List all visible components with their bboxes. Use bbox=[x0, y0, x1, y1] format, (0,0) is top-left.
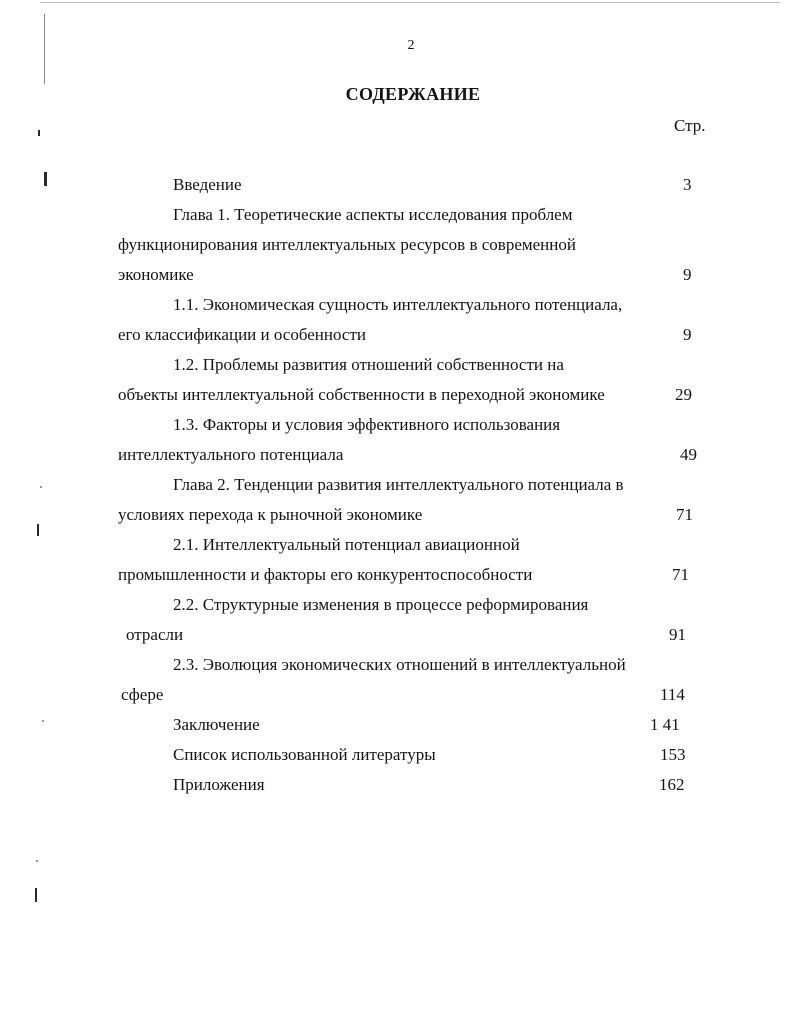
table-of-contents bbox=[118, 170, 698, 800]
toc-entry-page: 162 bbox=[659, 775, 685, 794]
toc-entry-text: промышленности и факторы его конкурентоспособности bbox=[118, 565, 533, 584]
toc-entry-section-2-3 bbox=[118, 650, 698, 680]
toc-entry-section-2-3-cont bbox=[118, 680, 698, 710]
toc-entry-page: 9 bbox=[683, 325, 692, 344]
toc-entry-text: экономике bbox=[118, 265, 194, 284]
toc-entry-chapter-2 bbox=[118, 470, 698, 500]
toc-entry-section-2-2-cont bbox=[118, 620, 698, 650]
toc-entry-text: Введение bbox=[173, 175, 242, 194]
page-title: СОДЕРЖАНИЕ bbox=[345, 84, 481, 104]
scan-dot bbox=[40, 486, 42, 488]
scan-mark bbox=[38, 130, 40, 136]
toc-entry-conclusion bbox=[118, 710, 698, 740]
toc-entry-text: Заключение bbox=[173, 715, 260, 734]
page-number: 2 bbox=[407, 38, 415, 53]
toc-entry-page: 29 bbox=[675, 385, 692, 404]
toc-entry-text: условиях перехода к рыночной экономике bbox=[118, 505, 423, 524]
toc-entry-text: интеллектуального потенциала bbox=[118, 445, 344, 464]
scan-mark bbox=[37, 524, 39, 536]
toc-entry-page: 1 41 bbox=[650, 715, 680, 734]
toc-entry-text: 1.1. Экономическая сущность интеллектуального потенциала, bbox=[173, 295, 623, 314]
toc-entry-chapter-1-cont bbox=[118, 230, 698, 260]
toc-entry-text: его классификации и особенности bbox=[118, 325, 367, 344]
scan-edge-line bbox=[40, 2, 780, 3]
scan-mark bbox=[35, 888, 37, 902]
toc-entry-page: 153 bbox=[660, 745, 686, 764]
toc-entry-introduction bbox=[118, 170, 698, 200]
toc-entry-section-1-2 bbox=[118, 350, 698, 380]
toc-entry-text: сфере bbox=[121, 685, 164, 704]
toc-entry-text: Глава 2. Тенденции развития интеллектуального потенциала в bbox=[173, 475, 624, 494]
toc-entry-page: 71 bbox=[672, 565, 689, 584]
scan-dot bbox=[36, 860, 38, 862]
toc-entry-page: 9 bbox=[683, 265, 692, 284]
toc-entry-chapter-1 bbox=[118, 200, 698, 230]
toc-entry-text: объекты интеллектуальной собственности в переходной экономике bbox=[118, 385, 605, 404]
toc-entry-section-1-1 bbox=[118, 290, 698, 320]
toc-entry-page: 91 bbox=[669, 625, 686, 644]
toc-entry-chapter-2-cont bbox=[118, 500, 698, 530]
scan-mark bbox=[44, 172, 47, 186]
toc-entry-text: 2.2. Структурные изменения в процессе реформирования bbox=[173, 595, 589, 614]
toc-entry-text: Приложения bbox=[173, 775, 265, 794]
toc-entry-text: функционирования интеллектуальных ресурсов в современной bbox=[118, 235, 576, 254]
toc-entry-text: 2.1. Интеллектуальный потенциал авиационной bbox=[173, 535, 520, 554]
toc-entry-text: Список использованной литературы bbox=[173, 745, 436, 764]
toc-entry-text: отрасли bbox=[126, 625, 184, 644]
toc-entry-text: 1.3. Факторы и условия эффективного использования bbox=[173, 415, 561, 434]
toc-entry-text: 1.2. Проблемы развития отношений собственности на bbox=[173, 355, 564, 374]
toc-entry-section-2-1 bbox=[118, 530, 698, 560]
toc-entry-bibliography bbox=[118, 740, 698, 770]
toc-entry-section-2-2 bbox=[118, 590, 698, 620]
toc-entry-section-2-1-cont bbox=[118, 560, 698, 590]
toc-entry-page: 114 bbox=[660, 685, 685, 704]
toc-entry-page: 49 bbox=[680, 445, 697, 464]
toc-entry-page: 3 bbox=[683, 175, 692, 194]
page-column-label: Стр. bbox=[674, 116, 706, 135]
scan-dot bbox=[42, 720, 44, 722]
toc-entry-text: 2.3. Эволюция экономических отношений в интеллектуальной bbox=[173, 655, 626, 674]
toc-entry-section-1-1-cont bbox=[118, 320, 698, 350]
toc-entry-section-1-3 bbox=[118, 410, 698, 440]
toc-entry-chapter-1-cont bbox=[118, 260, 698, 290]
toc-entry-section-1-2-cont bbox=[118, 380, 698, 410]
toc-entry-section-1-3-cont bbox=[118, 440, 698, 470]
toc-entry-text: Глава 1. Теоретические аспекты исследования проблем bbox=[173, 205, 573, 224]
toc-entry-page: 71 bbox=[676, 505, 693, 524]
toc-entry-appendices bbox=[118, 770, 698, 800]
